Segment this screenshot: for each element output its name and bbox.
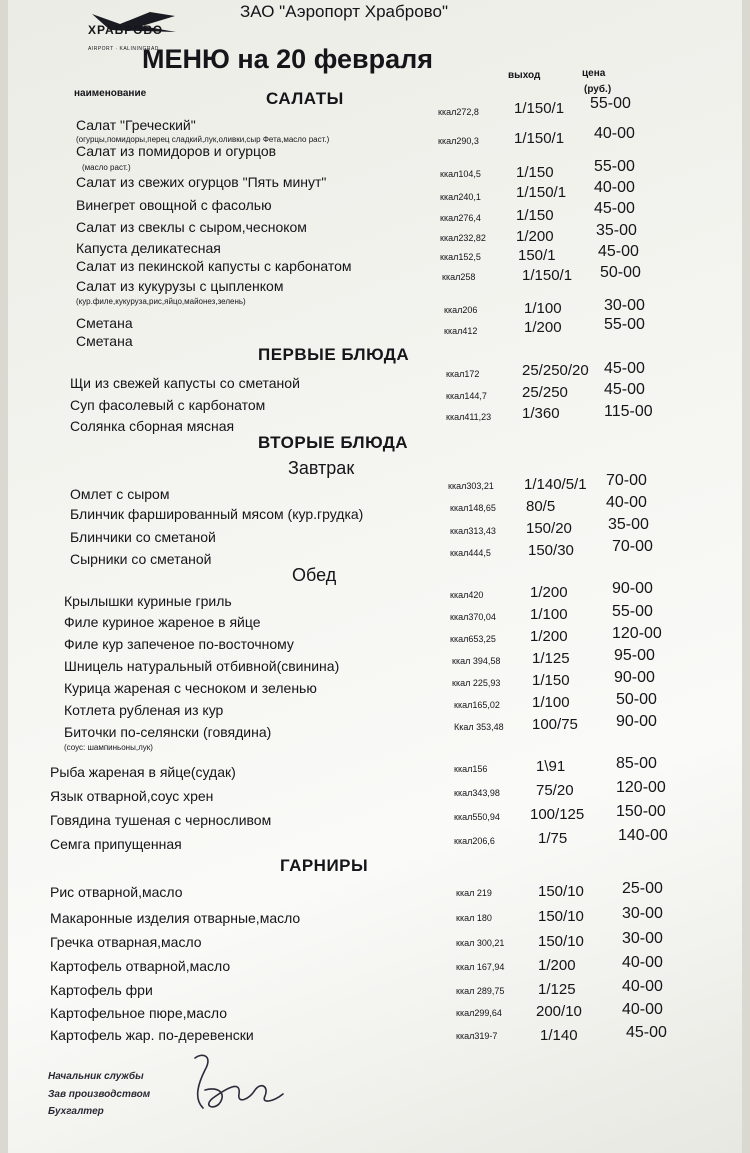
item-price: 35-00	[608, 516, 649, 533]
subsection-breakfast-title: Завтрак	[288, 458, 355, 478]
section-garnish-title: ГАРНИРЫ	[280, 856, 369, 875]
item-name: Картофель фри	[50, 982, 153, 998]
item-kcal: ккал313,43	[450, 526, 496, 536]
item-name: Щи из свежей капусты со сметаной	[70, 375, 300, 391]
item-yield: 150/10	[538, 883, 584, 900]
item-name: Курица жареная с чесноком и зеленью	[64, 680, 317, 696]
item-note: (соус: шампиньоны,лук)	[64, 743, 153, 752]
item-yield: 1/125	[532, 650, 570, 667]
item-yield: 1/150/1	[514, 130, 565, 147]
item-name: Салат из кукурузы с цыпленком	[76, 278, 284, 294]
item-yield: 150/10	[538, 908, 584, 925]
item-name: Сметана	[76, 315, 133, 331]
item-yield: 150/1	[518, 247, 556, 264]
item-yield: 1/200	[538, 957, 576, 974]
company-name: ЗАО "Аэропорт Храброво"	[240, 2, 448, 21]
item-kcal: ккал370,04	[450, 612, 496, 622]
item-price: 40-00	[594, 125, 635, 142]
item-price: 45-00	[604, 381, 645, 398]
item-yield: 1/150/1	[516, 184, 567, 201]
item-name: Салат "Греческий"	[76, 117, 196, 133]
item-yield: 1/140/5/1	[524, 476, 587, 493]
item-price: 45-00	[598, 243, 639, 260]
subsection-lunch-title: Обед	[292, 565, 337, 585]
item-yield: 25/250	[522, 384, 568, 401]
item-yield: 150/20	[526, 520, 572, 537]
item-price: 90-00	[614, 669, 655, 686]
item-kcal: ккал420	[450, 590, 484, 600]
item-name: Филе кур запеченое по-восточному	[64, 636, 294, 652]
item-name: Блинчик фаршированный мясом (кур.грудка)	[70, 506, 364, 522]
item-kcal: ккал290,3	[438, 136, 479, 146]
item-yield: 1/200	[524, 319, 562, 336]
item-name: Салат из помидоров и огурцов	[76, 143, 277, 159]
item-yield: 1/150/1	[514, 100, 565, 117]
section-second-title: ВТОРЫЕ БЛЮДА	[258, 433, 409, 452]
item-price: 55-00	[612, 603, 653, 620]
item-yield: 80/5	[526, 498, 556, 515]
item-kcal: ккал 289,75	[456, 986, 505, 996]
item-price: 140-00	[618, 827, 668, 844]
item-price: 50-00	[600, 264, 641, 281]
item-name: Блинчики со сметаной	[70, 529, 216, 545]
item-kcal: ккал144,7	[446, 391, 487, 401]
item-kcal: ккал206	[444, 305, 478, 315]
item-name: Винегрет овощной с фасолью	[76, 197, 272, 213]
item-kcal: Ккал 353,48	[454, 722, 504, 732]
item-name: Крылышки куриные гриль	[64, 593, 232, 609]
item-price: 85-00	[616, 755, 657, 772]
item-yield: 150/10	[538, 933, 584, 950]
item-yield: 1/150	[516, 164, 554, 181]
item-yield: 1/150	[532, 672, 570, 689]
item-price: 70-00	[612, 538, 653, 555]
item-yield: 1/200	[530, 584, 568, 601]
item-name: Сметана	[76, 333, 133, 349]
item-name: Салат из пекинской капусты с карбонатом	[76, 258, 352, 274]
item-yield: 100/125	[530, 806, 585, 823]
item-yield: 1/100	[524, 300, 562, 317]
item-kcal: ккал148,65	[450, 503, 496, 513]
item-kcal: ккал165,02	[454, 700, 500, 710]
item-yield: 100/75	[532, 716, 578, 733]
item-yield: 1/360	[522, 405, 560, 422]
item-name: Гречка отварная,масло	[50, 934, 202, 950]
item-yield: 75/20	[536, 782, 574, 799]
item-price: 55-00	[590, 95, 631, 112]
item-yield: 1/150	[516, 207, 554, 224]
item-yield: 1/100	[532, 694, 570, 711]
item-yield: 200/10	[536, 1003, 582, 1020]
item-price: 25-00	[622, 880, 663, 897]
item-kcal: ккал258	[442, 272, 476, 282]
item-yield: 1/200	[530, 628, 568, 645]
item-price: 40-00	[622, 1001, 663, 1018]
item-kcal: ккал152,5	[440, 252, 481, 262]
item-price: 55-00	[604, 316, 645, 333]
item-kcal: ккал276,4	[440, 213, 481, 223]
item-name: Салат из свеклы с сыром,чесноком	[76, 219, 307, 235]
item-kcal: ккал 167,94	[456, 962, 505, 972]
item-kcal: ккал 180	[456, 913, 492, 923]
item-price: 120-00	[612, 625, 662, 642]
item-name: Солянка сборная мясная	[70, 418, 235, 434]
column-header-price-unit: (руб.)	[584, 84, 612, 95]
item-price: 115-00	[604, 403, 653, 420]
item-kcal: ккал 219	[456, 888, 492, 898]
item-name: Битoчки по-селянски (говядина)	[64, 724, 272, 740]
item-name: Сырники со сметаной	[70, 551, 212, 567]
item-yield: 1\91	[536, 758, 566, 775]
column-header-name: наименование	[74, 88, 147, 99]
item-kcal: ккал172	[446, 369, 480, 379]
item-note: (масло раст.)	[82, 163, 131, 172]
item-name: Картофель жар. по-деревенски	[50, 1027, 254, 1043]
item-price: 30-00	[622, 905, 663, 922]
item-name: Филе куриное жареное в яйце	[64, 614, 261, 630]
item-name: Говядина тушеная с черносливом	[50, 812, 272, 828]
section-first-title: ПЕРВЫЕ БЛЮДА	[258, 345, 410, 364]
column-header-yield: выход	[508, 70, 541, 81]
item-name: Капуста деликатесная	[76, 240, 221, 256]
item-kcal: ккал272,8	[438, 107, 479, 117]
item-name: Язык отварной,соус хрен	[50, 788, 214, 804]
item-price: 150-00	[616, 803, 666, 820]
item-name: Макаронные изделия отварные,масло	[50, 910, 301, 926]
item-name: Картофельное пюре,масло	[50, 1005, 228, 1021]
item-price: 120-00	[616, 779, 666, 796]
item-price: 50-00	[616, 691, 657, 708]
column-header-price: цена	[582, 68, 606, 79]
item-price: 40-00	[622, 954, 663, 971]
item-price: 40-00	[594, 179, 635, 196]
item-price: 90-00	[616, 713, 657, 730]
item-name: Семга припущенная	[50, 836, 182, 852]
item-yield: 1/75	[538, 830, 568, 847]
menu-sheet	[8, 0, 742, 1153]
footer-production-head: Зав производством	[48, 1089, 151, 1100]
item-kcal: ккал 300,21	[456, 938, 505, 948]
footer-service-head: Начальник службы	[48, 1071, 144, 1082]
item-name: Суп фасолевый с карбонатом	[70, 397, 266, 413]
footer-accountant: Бухгалтер	[48, 1106, 104, 1117]
item-note: (огурцы,помидоры,перец сладкий,лук,оливки,сыр Фета,масло раст.)	[76, 135, 330, 144]
item-yield: 1/140	[540, 1027, 578, 1044]
item-price: 30-00	[604, 297, 645, 314]
item-name: Рис отварной,масло	[50, 884, 183, 900]
item-kcal: ккал156	[454, 764, 488, 774]
item-yield: 150/30	[528, 542, 574, 559]
item-name: Картофель отварной,масло	[50, 958, 231, 974]
item-kcal: ккал412	[444, 326, 478, 336]
item-name: Шницель натуральный отбивной(свинина)	[64, 658, 340, 674]
item-yield: 1/200	[516, 228, 554, 245]
item-price: 30-00	[622, 930, 663, 947]
item-price: 40-00	[622, 978, 663, 995]
item-kcal: ккал299,64	[456, 1008, 502, 1018]
item-kcal: ккал343,98	[454, 788, 500, 798]
item-price: 40-00	[606, 494, 647, 511]
signature-icon	[183, 1050, 293, 1120]
item-kcal: ккал 225,93	[452, 678, 501, 688]
item-note: (кур.филе,кукуруза,рис,яйцо,майонез,зелень)	[76, 297, 246, 306]
section-salads-title: САЛАТЫ	[266, 89, 344, 108]
item-price: 45-00	[604, 360, 645, 377]
logo-subtext: AIRPORT · KALININGRAD	[88, 46, 159, 52]
page-title: МЕНЮ на 20 февраля	[142, 44, 434, 74]
item-yield: 1/125	[538, 981, 576, 998]
item-price: 45-00	[626, 1024, 667, 1041]
item-kcal: ккал411,23	[446, 412, 492, 422]
item-price: 95-00	[614, 647, 655, 664]
item-price: 90-00	[612, 580, 653, 597]
item-name: Рыба жареная в яйце(судак)	[50, 764, 236, 780]
item-kcal: ккал206,6	[454, 836, 495, 846]
item-kcal: ккал240,1	[440, 192, 481, 202]
item-kcal: ккал550,94	[454, 812, 500, 822]
item-yield: 1/150/1	[522, 267, 573, 284]
item-kcal: ккал303,21	[448, 481, 494, 491]
item-price: 35-00	[596, 222, 637, 239]
item-kcal: ккал 394,58	[452, 656, 501, 666]
item-kcal: ккал319-7	[456, 1031, 498, 1041]
item-name: Омлет с сыром	[70, 486, 170, 502]
item-kcal: ккал104,5	[440, 169, 481, 179]
item-price: 70-00	[606, 472, 647, 489]
item-price: 45-00	[594, 200, 635, 217]
item-kcal: ккал232,82	[440, 233, 486, 243]
item-price: 55-00	[594, 158, 635, 175]
logo-text: ХРАБРОВО	[88, 23, 164, 37]
item-yield: 1/100	[530, 606, 568, 623]
item-name: Котлета рубленая из кур	[64, 702, 224, 718]
item-yield: 25/250/20	[522, 362, 589, 379]
item-name: Салат из свежих огурцов "Пять минут"	[76, 174, 327, 190]
item-kcal: ккал653,25	[450, 634, 496, 644]
item-kcal: ккал444,5	[450, 548, 491, 558]
